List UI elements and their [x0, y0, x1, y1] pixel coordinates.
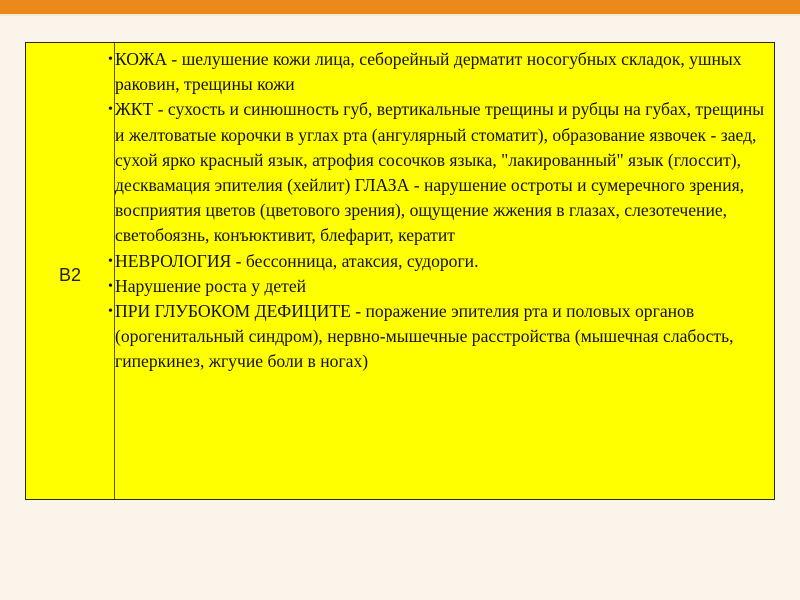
bullet-icon: • — [108, 278, 113, 294]
bullet-icon: • — [108, 253, 113, 269]
symptom-text: КОЖА - шелушение кожи лица, себорейный дерматит носогубных складок, ушных раковин, трещины кожи — [115, 49, 742, 95]
list-item — [108, 47, 768, 97]
symptom-text: Нарушение роста у детей — [115, 275, 307, 296]
header-accent-band — [0, 0, 800, 16]
vitamin-code: В2 — [58, 264, 82, 285]
bullet-icon: • — [108, 304, 113, 320]
list-item — [108, 97, 768, 248]
bullet-icon: • — [108, 52, 113, 67]
list-item — [108, 274, 768, 299]
symptoms-list — [108, 47, 768, 375]
vitamin-table — [25, 42, 775, 500]
list-item — [108, 299, 768, 375]
list-item — [108, 249, 768, 274]
symptom-text: ПРИ ГЛУБОКОМ ДЕФИЦИТЕ - поражение эпителия рта и половых органов (орогенитальный синдром), нервно-мышечные расстройства (мышечная слабость, гиперкинез, жгучие боли в ногах) — [115, 301, 734, 372]
vitamin-cell — [26, 43, 115, 499]
bullet-icon: • — [108, 102, 113, 118]
symptom-text: ЖКТ - сухость и синюшность губ, вертикальные трещины и рубцы на губах, трещины и желтоватые корочки в углах рта (ангулярный стоматит), образование язвочек - заед, сухой ярко красный язык, атрофия сосочков языка, "лакированный" язык (глоссит), десквамация эпителия (хейлит) ГЛАЗА - нарушение остроты и сумеречного зрения, восприятия цветов (цветового зрения), ощущение жжения в глазах, слезотечение, светобоязнь, конъюктивит, блефарит, кератит — [115, 99, 765, 246]
symptom-text: НЕВРОЛОГИЯ - бессонница, атаксия, судороги. — [115, 250, 479, 271]
symptoms-cell — [108, 43, 774, 499]
